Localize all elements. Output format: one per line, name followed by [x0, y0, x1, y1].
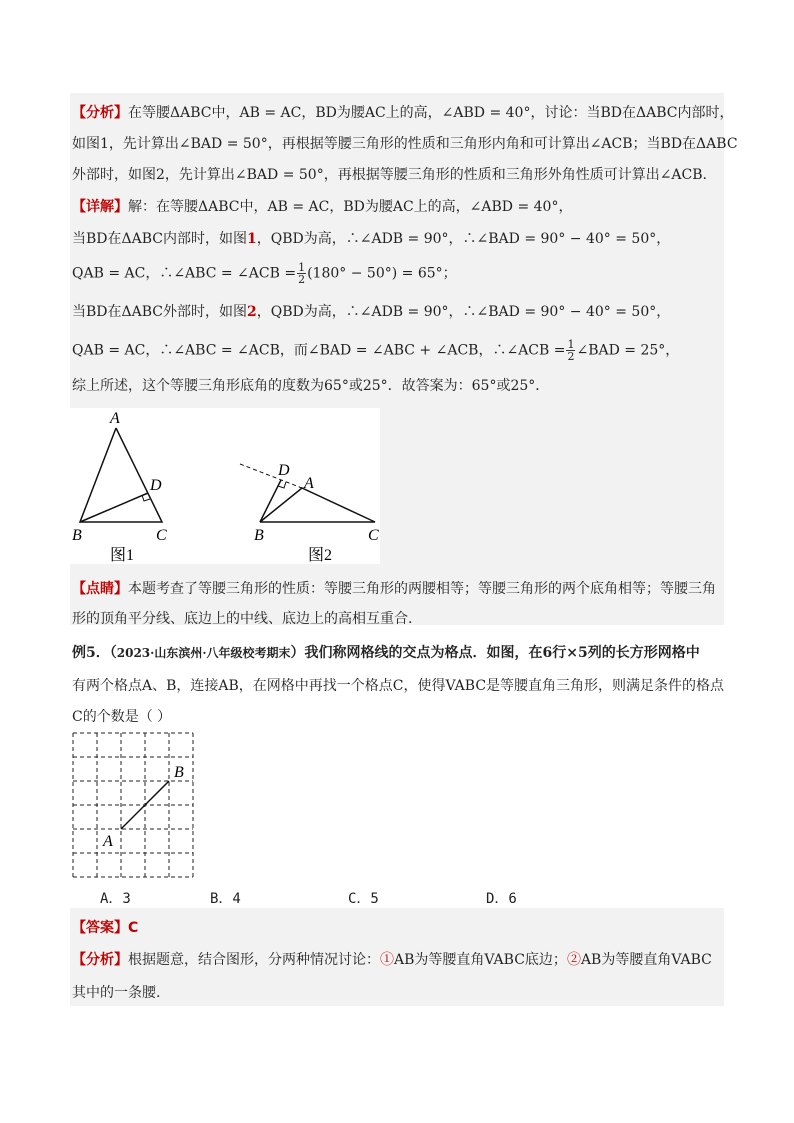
fig2-label-B: B [254, 527, 264, 544]
example-line-3: C的个数是（ ） [72, 709, 172, 725]
comment-line-2: 形的顶角平分线、底边上的中线、底边上的高相互重合. [72, 611, 413, 627]
detail-line-3: QAB = AC，∴∠ABC = ∠ACB = $\frac{1}{2}$ (180° − 50°) = 65°； [72, 261, 457, 286]
fig1-label-D: D [150, 477, 162, 494]
fig1-label-A: A [110, 410, 120, 427]
detail-line-2: 当BD在ΔABC内部时，如图1，QBD为高，∴∠ADB = 90°，∴∠BAD = 90° − 40° = 50°， [72, 231, 671, 247]
fig1-label-C: C [156, 527, 167, 544]
answer-line [72, 918, 138, 938]
fig1-label-B: B [72, 527, 82, 544]
triangle-figures [70, 408, 380, 564]
answer-tag: 【答案】 [72, 920, 128, 936]
analysis-line-2: 如图1，先计算出∠BAD = 50°，再根据等腰三角形的性质和三角形内角和可计算出∠ACB；当BD在ΔABC [72, 136, 738, 152]
fraction-half: $\frac{1}{2}$ [298, 261, 306, 286]
fig2-caption: 图2 [308, 547, 333, 564]
option-a[interactable]: A．3 [100, 891, 131, 907]
comment-tag: 【点睛】 [72, 581, 128, 597]
analysis2-line-2: 其中的一条腰. [72, 985, 161, 1001]
example-line-2: 有两个格点A、B，连接AB，在网格中再找一个格点C，使得VABC是等腰直角三角形，则满足条件的格点 [72, 678, 725, 694]
fraction-half-2: $\frac{1}{2}$ [567, 338, 575, 363]
analysis-tag: 【分析】 [72, 105, 128, 121]
option-b[interactable]: B．4 [210, 891, 241, 907]
grid-label-B: B [174, 764, 184, 781]
option-c[interactable]: C．5 [348, 891, 379, 907]
detail-line-6: 综上所述，这个等腰三角形底角的度数为65°或25°．故答案为：65°或25°． [72, 378, 550, 394]
fig2-label-D: D [278, 462, 290, 479]
grid-label-A: A [103, 833, 113, 850]
analysis-line-1: 【分析】在等腰ΔABC中，AB = AC，BD为腰AC上的高，∠ABD = 40°，讨论：当BD在ΔABC内部时， [72, 105, 734, 121]
fig2-label-A: A [304, 475, 314, 492]
option-d[interactable]: D．6 [486, 891, 517, 907]
analysis2-tag: 【分析】 [72, 952, 128, 968]
grid-figure [72, 732, 196, 880]
detail-line-1: 【详解】解：在等腰ΔABC中，AB = AC，BD为腰AC上的高，∠ABD = 40°， [72, 199, 573, 215]
comment-line-1: 【点睛】本题考查了等腰三角形的性质：等腰三角形的两腰相等；等腰三角形的两个底角相等；等腰三角 [72, 581, 716, 597]
example-line-1: 例5．（2023·山东滨州·八年级校考期末）我们称网格线的交点为格点．如图，在6行×5列的长方形网格中 [72, 645, 700, 661]
fig2-label-C: C [368, 527, 379, 544]
detail-line-5: QAB = AC，∴∠ABC = ∠ACB，而∠BAD = ∠ABC + ∠ACB，∴∠ACB = $\frac{1}{2}$ ∠BAD = 25°， [72, 338, 680, 363]
detail-tag: 【详解】 [72, 199, 128, 215]
analysis-line-3: 外部时，如图2，先计算出∠BAD = 50°，再根据等腰三角形的性质和三角形外角性质可计算出∠ACB. [72, 167, 707, 183]
analysis2-line-1: 【分析】根据题意，结合图形，分两种情况讨论：①AB为等腰直角VABC底边；②AB为等腰直角VABC [72, 952, 712, 968]
answer-value: C [128, 920, 139, 936]
fig1-caption: 图1 [110, 547, 135, 564]
segment-AB [121, 781, 169, 829]
detail-line-4: 当BD在ΔABC外部时，如图2，QBD为高，∴∠ADB = 90°，∴∠BAD = 90° − 40° = 50°， [72, 304, 671, 320]
